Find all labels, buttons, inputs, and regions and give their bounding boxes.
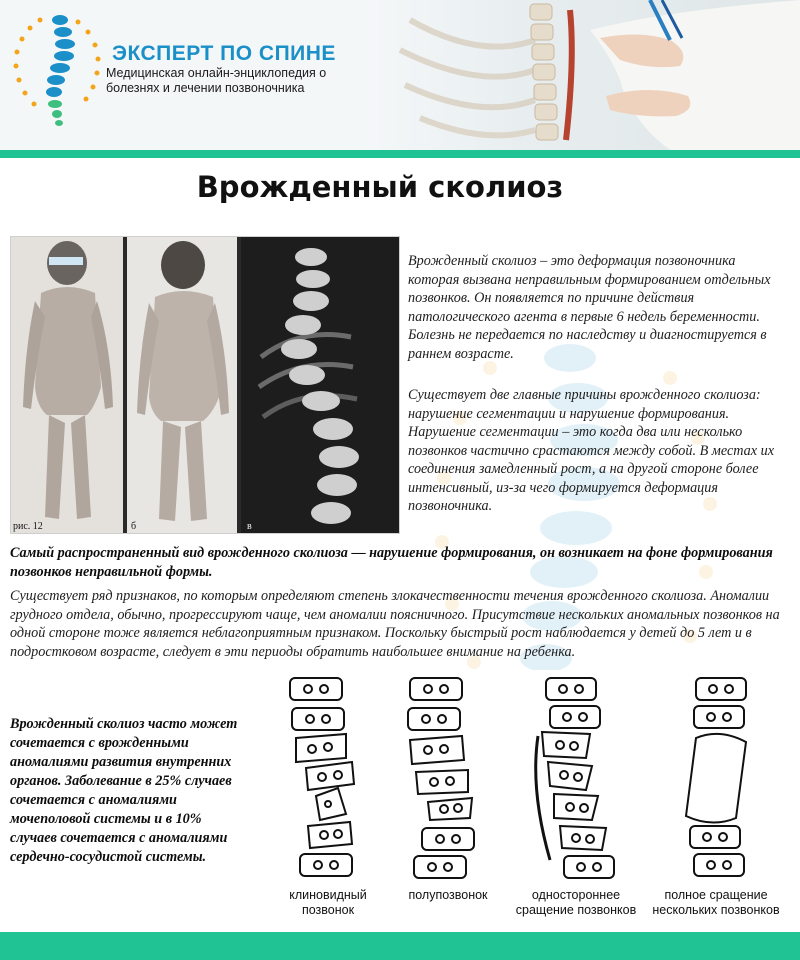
doctor-skeleton-banner-image (370, 0, 800, 150)
diagram-label-hemivertebra: полупозвонок (408, 888, 488, 902)
spine-logo-icon (10, 8, 105, 128)
signs-paragraph: Существует ряд признаков, по которым определяют степень злокачественности течения врожденного сколиоза. Аномалии грудного отдела, обычно, прогрессируют чаще, чем аномалии поясничного. Присутствие нескольких аномальных позвонков на одной стороне тоже является неблагоприятным признаком. Поскольку быстрый рост наблюдается у детей до 5 лет и в подростковом возрасте, следует в эти периоды обратить наибольшее внимание на ребенка. (10, 588, 780, 660)
photo-caption-fig: рис. 12 (13, 521, 43, 532)
spine-xray-image (241, 237, 399, 533)
article-panel (0, 158, 800, 932)
intro-paragraph: Врожденный сколиоз – это деформация позвоночника которая вызвана неправильным формированием отдельных позвонков. Он появляется по причине действия патологического агента в первые 6 недель беременности. Болезнь не передается по наследству и диагностируется в раннем возрасте. (408, 253, 771, 362)
causes-paragraph: Существует две главные причины врожденного сколиоза: нарушение сегментации и нарушение формирования. Нарушение сегментации – это когда два или несколько позвонков частично срастаются между собой. В местах их соединения замедленный рост, а на другой стороне более интенсивный, из-за чего формируется деформация позвоночника. (408, 387, 774, 514)
unilateral-fusion-icon (536, 678, 614, 878)
diagram-label-complete-fusion: полное сращение нескольких позвонков (652, 888, 780, 917)
hemivertebra-icon (408, 678, 474, 878)
diagram-label-wedge: клиновидный позвонок (289, 888, 367, 917)
child-back-view-image (127, 237, 237, 533)
brand-title[interactable]: ЭКСПЕРТ ПО СПИНЕ (112, 42, 336, 65)
common-type-paragraph: Самый распространенный вид врожденного сколиоза — нарушение формирования, он возникает на фоне формирования позвонков неправильной формы. (10, 545, 773, 580)
clinical-photo (10, 236, 400, 534)
photo-caption-v: в (247, 521, 252, 532)
diagram-label-unilateral-fusion: одностороннее сращение позвонков (515, 888, 637, 917)
vertebrae-anomaly-diagram (250, 670, 790, 926)
site-header (0, 0, 800, 150)
child-front-view-image (11, 237, 123, 533)
photo-caption-b: б (131, 521, 137, 532)
vertebrae-drawings (250, 670, 790, 884)
anomalies-paragraph: Врожденный сколиоз часто может сочетается с врожденными аномалиями развития внутренних органов. Заболевание в 25% случаев сочетается с аномалиями мочеполовой системы и в 10% случаев сочетается с аномалиями сердечно-сосудистой системы. (10, 716, 238, 865)
complete-fusion-icon (686, 678, 746, 876)
brand-subtitle: Медицинская онлайн-энциклопедия о болезнях и лечении позвоночника (106, 66, 327, 95)
wedge-vertebra-icon (290, 678, 354, 876)
page-title: Врожденный сколиоз (196, 170, 564, 204)
